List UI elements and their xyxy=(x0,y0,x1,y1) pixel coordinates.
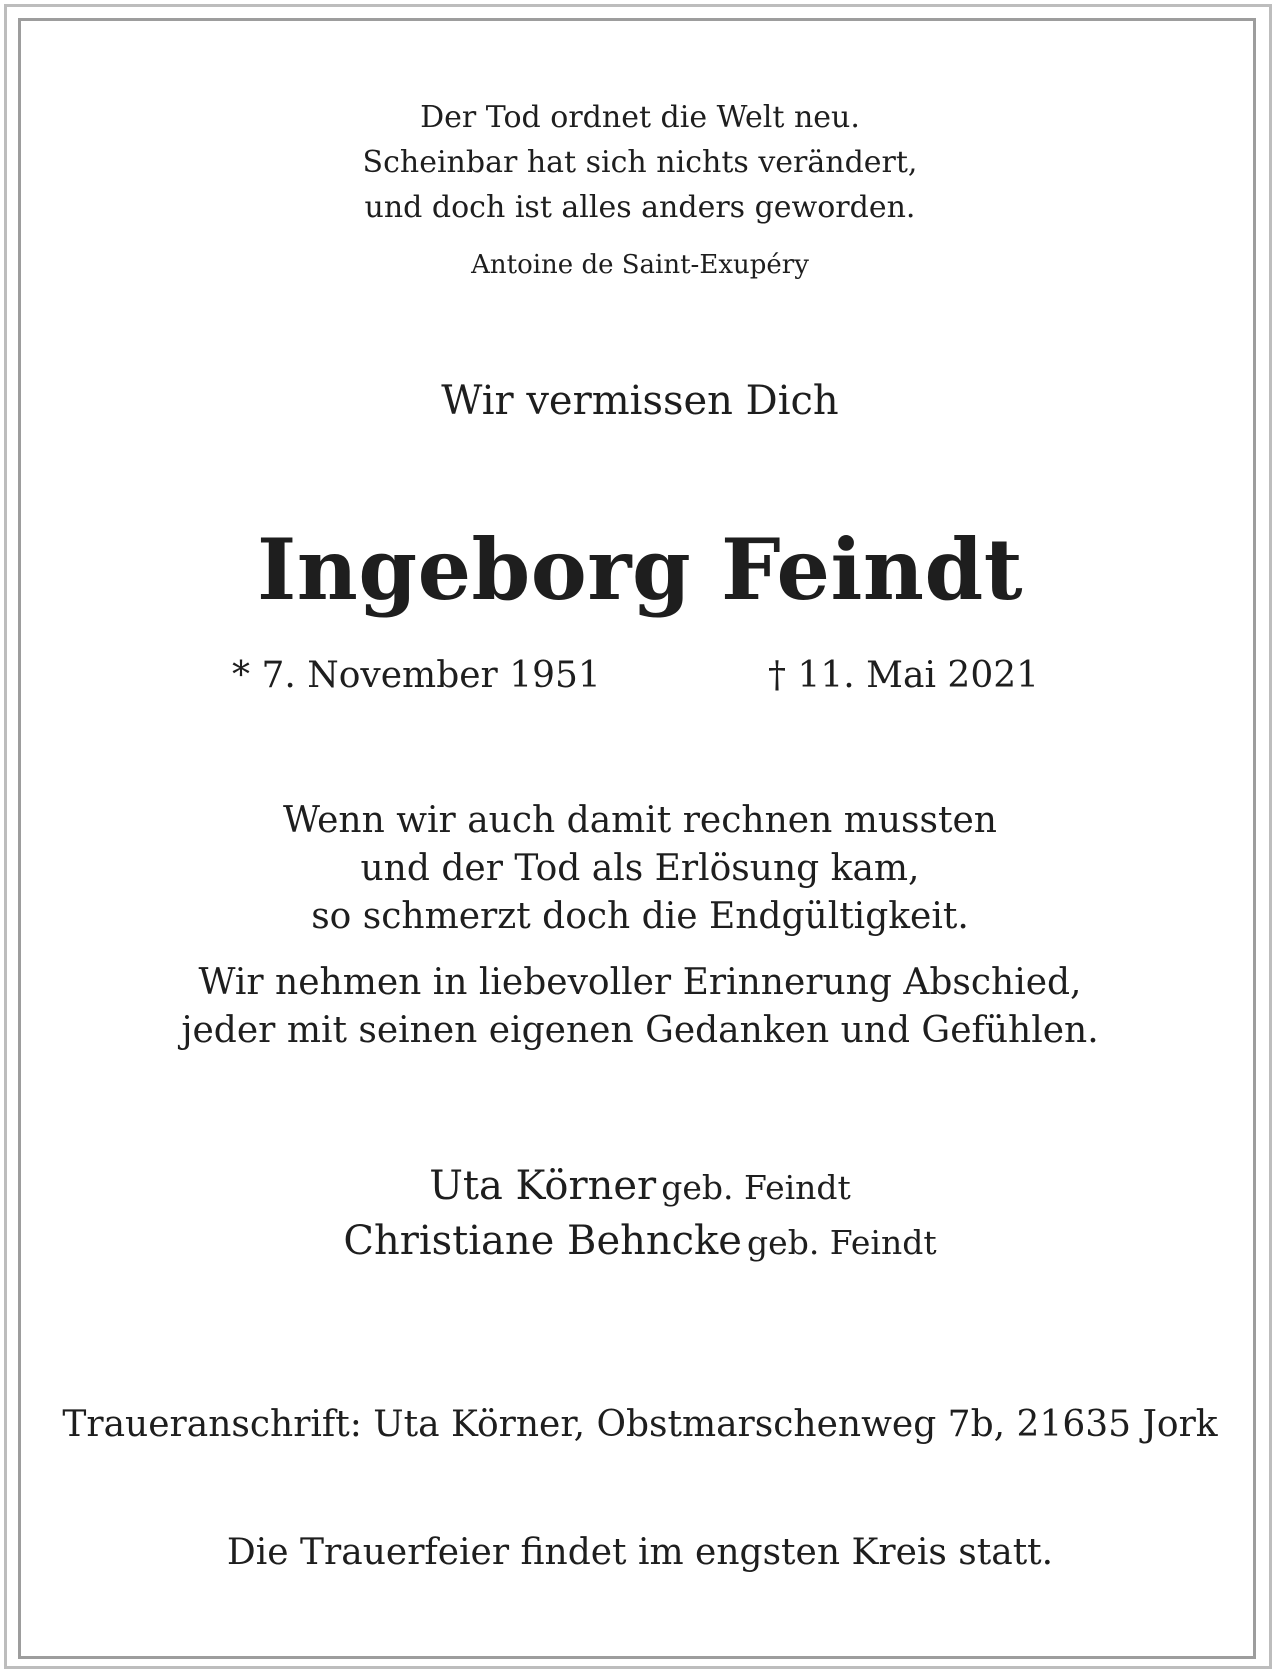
message-line-1: Wenn wir auch damit rechnen mussten xyxy=(283,800,997,841)
message-line-4: Wir nehmen in liebevoller Erinnerung Abschied, xyxy=(198,962,1082,1003)
quote-line-3: und doch ist alles anders geworden. xyxy=(364,190,916,225)
message-line-5: jeder mit seinen eigenen Gedanken und Gefühlen. xyxy=(181,1010,1099,1051)
message-line-2: und der Tod als Erlösung kam, xyxy=(360,848,920,889)
mourner-1 xyxy=(0,1163,1280,1209)
funeral-note: Die Trauerfeier findet im engsten Kreis statt. xyxy=(226,1532,1054,1573)
quote-line-1: Der Tod ordnet die Welt neu. xyxy=(420,100,860,135)
deceased-name: Ingeborg Feindt xyxy=(256,520,1024,619)
death-date: † 11. Mai 2021 xyxy=(768,655,1040,696)
mourner-name: Uta Körner xyxy=(429,1163,657,1209)
mourner-suffix: geb. Feindt xyxy=(747,1223,937,1262)
mourner-2 xyxy=(0,1218,1280,1264)
message-line-3: so schmerzt doch die Endgültigkeit. xyxy=(311,896,969,937)
quote-line-2: Scheinbar hat sich nichts verändert, xyxy=(362,145,918,180)
condolence-address: Traueranschrift: Uta Körner, Obstmarschenweg 7b, 21635 Jork xyxy=(62,1404,1218,1445)
mourner-suffix: geb. Feindt xyxy=(661,1168,851,1207)
intro-text: Wir vermissen Dich xyxy=(441,378,839,424)
mourner-name: Christiane Behncke xyxy=(343,1218,742,1264)
quote-author: Antoine de Saint-Exupéry xyxy=(471,250,809,280)
birth-date: * 7. November 1951 xyxy=(232,655,601,696)
